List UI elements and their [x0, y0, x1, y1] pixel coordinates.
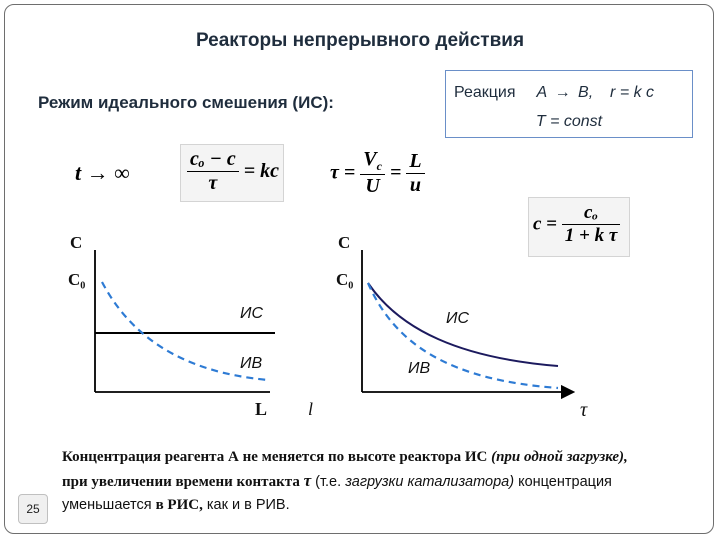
tau-num1-sub: c — [376, 159, 382, 173]
tau-lhs: τ = — [330, 161, 356, 184]
conc-numerator: cₒ — [562, 202, 621, 225]
mode-subtitle: Режим идеального смешения (ИС): — [38, 93, 334, 112]
caption-part: уменьшается — [62, 497, 156, 513]
arrow-icon: → — [554, 84, 571, 101]
limit-arrow: → — [86, 160, 109, 185]
left-iv-label: ИВ — [240, 355, 263, 372]
conc-denominator: 1 + k τ — [564, 225, 618, 246]
page-number: 25 — [18, 494, 48, 524]
tau-num2: L — [406, 150, 424, 174]
caption-part: Концентрация реагента — [62, 449, 228, 465]
reaction-reactant: A — [536, 84, 548, 101]
caption-part: (при одной загрузке), — [487, 449, 628, 465]
caption-part: в РИС, — [155, 497, 203, 513]
left-x-label: L — [255, 399, 268, 419]
caption-part: (т.е. — [311, 474, 346, 490]
left-y-label: C — [70, 233, 83, 252]
right-is-label: ИС — [446, 310, 469, 327]
limit-value: ∞ — [114, 160, 130, 185]
ss-numerator: cₒ − c — [187, 148, 239, 172]
slide-title: Реакторы непрерывного действия — [195, 30, 525, 51]
caption-part: ИС — [464, 449, 488, 465]
right-y-label: C — [338, 233, 351, 252]
limit-var: t — [75, 160, 82, 185]
reaction-product: B, — [578, 84, 594, 101]
caption-part: при увеличении времени контакта — [62, 474, 304, 490]
temperature-condition: T = const — [535, 113, 603, 130]
tau-den2: u — [409, 173, 422, 196]
tau-eq2: = — [389, 161, 402, 184]
left-is-label: ИС — [240, 305, 263, 322]
caption-part: не меняется по высоте реактора — [238, 449, 465, 465]
conc-lhs: c = — [533, 213, 558, 235]
tau-den1: U — [365, 175, 380, 197]
tau-num1: V — [363, 148, 377, 170]
right-iv-curve — [368, 283, 558, 388]
right-iv-label: ИВ — [408, 360, 431, 377]
caption-part: как и в РИВ. — [202, 497, 290, 513]
reaction-label: Реакция — [454, 84, 516, 101]
caption-part: загрузки катализатора) — [345, 474, 515, 490]
caption-part: τ — [303, 471, 312, 490]
middle-l-label: l — [308, 399, 314, 419]
caption-text — [62, 446, 712, 517]
caption-part: концентрация — [514, 474, 612, 490]
ss-denominator: τ — [208, 172, 218, 194]
left-y0-label: C₀ — [68, 270, 86, 289]
ss-rhs: = kc — [243, 160, 280, 182]
rate-law: r = k c — [610, 84, 655, 101]
caption-part: А — [227, 449, 239, 465]
right-y0-label: C₀ — [336, 270, 354, 289]
right-x-label: τ — [580, 399, 588, 421]
